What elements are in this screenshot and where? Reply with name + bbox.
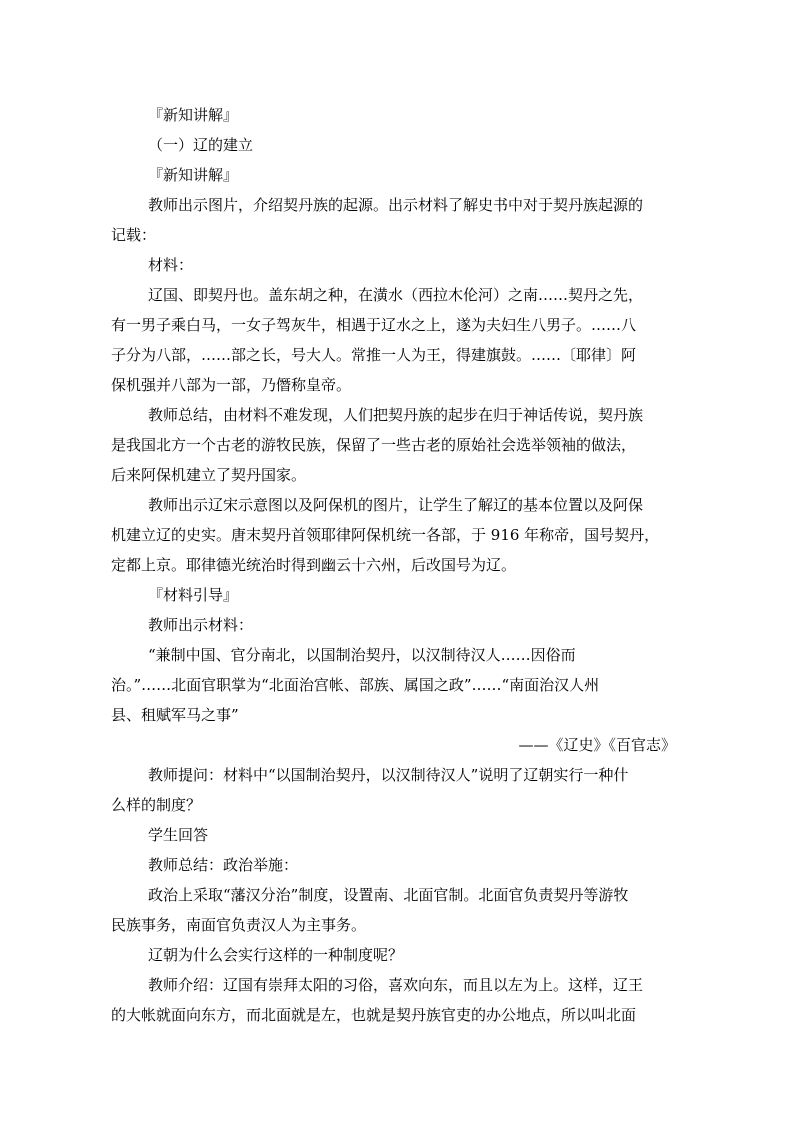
quote-line: 有一男子乘白马，一女子驾灰牛，相遇于辽水之上，遂为夫妇生八男子。……八	[111, 316, 637, 334]
section-heading: 『新知讲解』	[148, 106, 239, 124]
paragraph-line: 民族事务，南面官负责汉人为主事务。	[111, 916, 367, 934]
quote-citation: ——《辽史》《百官志》	[518, 736, 676, 754]
paragraph-line: 辽朝为什么会实行这样的一种制度呢？	[148, 946, 404, 964]
section-heading: 『材料引导』	[148, 586, 239, 604]
subsection-title: （一）辽的建立	[148, 136, 254, 154]
paragraph-line: 教师总结，由材料不难发现，人们把契丹族的起步在归于神话传说，契丹族	[148, 406, 644, 424]
quote-line: 辽国、即契丹也。盖东胡之种，在潢水（西拉木伦河）之南……契丹之先，	[148, 286, 644, 304]
paragraph-line: 教师介绍：辽国有崇拜太阳的习俗，喜欢向东，而且以左为上。这样，辽王	[148, 976, 644, 994]
quote-line: “兼制中国、官分南北，以国制治契丹，以汉制待汉人……因俗而	[148, 646, 576, 664]
paragraph-line: 记载：	[111, 226, 157, 244]
paragraph-line: 定都上京。耶律德光统治时得到幽云十六州，后改国号为辽。	[111, 556, 517, 574]
paragraph-line: 政治上采取“藩汉分治”制度，设置南、北面官制。北面官负责契丹等游牧	[148, 886, 629, 904]
document-body	[111, 100, 676, 1030]
paragraph-line: 是我国北方一个古老的游牧民族，保留了一些古老的原始社会选举领袖的做法，	[111, 436, 637, 454]
section-heading: 『新知讲解』	[148, 166, 239, 184]
paragraph-line: 么样的制度？	[111, 796, 202, 814]
paragraph-line: 机建立辽的史实。唐末契丹首领耶律阿保机统一各部，于 916 年称帝，国号契丹，	[111, 526, 660, 544]
paragraph-line: 学生回答	[148, 826, 209, 844]
paragraph-line: 教师提问：材料中“以国制治契丹，以汉制待汉人”说明了辽朝实行一种什	[148, 766, 629, 784]
paragraph-line: 教师出示材料：	[148, 616, 254, 634]
material-label: 材料：	[148, 256, 194, 274]
quote-line: 县、租赋军马之事”	[111, 706, 239, 724]
paragraph-line: 后来阿保机建立了契丹国家。	[111, 466, 307, 484]
quote-line: 保机强并八部为一部，乃僭称皇帝。	[111, 376, 352, 394]
quote-line: 子分为八部，……部之长，号大人。常推一人为王，得建旗鼓。……〔耶律〕阿	[111, 346, 637, 364]
paragraph-line: 教师总结：政治举施：	[148, 856, 299, 874]
paragraph-line: 教师出示图片，介绍契丹族的起源。出示材料了解史书中对于契丹族起源的	[148, 196, 644, 214]
quote-line: 治。”……北面官职掌为“北面治宫帐、部族、属国之政”……“南面治汉人州	[111, 676, 600, 694]
paragraph-line: 的大帐就面向东方，而北面就是左，也就是契丹族官吏的办公地点，所以叫北面	[111, 1006, 637, 1024]
paragraph-line: 教师出示辽宋示意图以及阿保机的图片，让学生了解辽的基本位置以及阿保	[148, 496, 644, 514]
